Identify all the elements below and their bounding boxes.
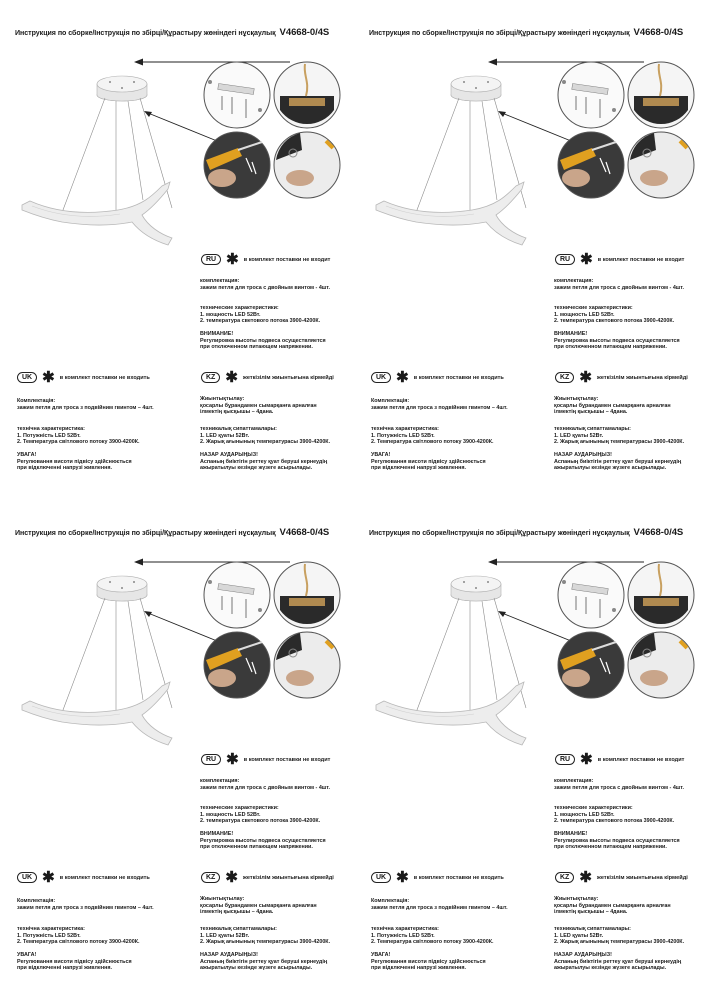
kz-kit	[554, 396, 671, 416]
wiring-photo	[274, 562, 340, 628]
ru-kit-line: зажим петля для троса с двойным винтом - 4шт.	[200, 784, 330, 791]
uk-warn-title: УВАГА!	[371, 952, 391, 958]
kz-spec-2: 2. Жарық ағынының температурасы 3900-4200К.	[200, 939, 331, 946]
asterisk-icon: ✱	[396, 868, 409, 886]
ru-legend	[555, 750, 685, 768]
kz-badge: KZ	[201, 372, 220, 383]
uk-legend	[371, 868, 504, 886]
kz-spec-title: техникалық сипаттамалары:	[554, 426, 631, 432]
ru-specs	[200, 305, 320, 325]
ru-warn-1: Регулировка высоты подвеса осуществляется	[200, 337, 326, 344]
uk-warn-1: Регулювання висоти підвісу здійснюється	[371, 958, 486, 965]
kz-warn-title: НАЗАР АУДАРЫҢЫЗ!	[554, 952, 612, 958]
ru-spec-title: технические характеристики:	[554, 805, 633, 811]
ru-warn-2: при отключенном питающем напряжении.	[554, 344, 667, 351]
pointer-line-2	[502, 113, 576, 143]
uk-not-included: в комплект поставки не входить	[59, 374, 150, 381]
bracket-parts-photo	[204, 562, 270, 628]
kz-not-included: жеткізілім жиынтығына кірмейді	[242, 374, 334, 381]
kz-warn-2: ажыратылуы кезінде жүзеге асырылады.	[200, 465, 313, 472]
ru-warning	[554, 831, 680, 851]
uk-legend	[371, 368, 504, 386]
uk-warning	[17, 452, 132, 472]
ru-warn-title: ВНИМАНИЕ!	[200, 331, 234, 337]
ru-kit-line: зажим петля для троса с двойным винтом - 4шт.	[554, 284, 684, 291]
kz-warning	[200, 952, 327, 972]
kz-specs	[200, 426, 330, 446]
model-number: V4668-0/4S	[633, 527, 684, 538]
ru-spec-title: технические характеристики:	[200, 305, 279, 311]
ru-spec-2: 2. температура светового потока 3900-4200К.	[554, 318, 675, 325]
kz-legend	[201, 368, 334, 386]
arrow-head-icon	[134, 59, 143, 66]
ru-warn-1: Регулировка высоты подвеса осуществляется	[200, 837, 326, 844]
ru-warning	[200, 831, 326, 851]
cable-clamp-photo	[628, 632, 694, 698]
kz-kit-line-2: ілмектің қысқышы – 4дана.	[200, 909, 274, 916]
ru-specs	[200, 805, 320, 825]
uk-badge: UK	[371, 372, 391, 383]
ru-spec-1: 1. мощность LED 52Вт.	[200, 311, 261, 318]
cable-clamp-photo	[274, 632, 340, 698]
uk-spec-2: 2. Температура світлового потоку 3900-4200К.	[17, 939, 140, 946]
ru-kit-line: зажим петля для троса с двойным винтом - 4шт.	[200, 284, 330, 291]
ru-kit	[200, 778, 330, 791]
pointer-line-2	[148, 113, 222, 143]
ru-legend	[201, 250, 331, 268]
instruction-sheet-1	[0, 0, 353, 500]
ru-warn-title: ВНИМАНИЕ!	[200, 831, 234, 837]
kz-warn-2: ажыратылуы кезінде жүзеге асырылады.	[554, 965, 667, 972]
canopy-icon	[97, 76, 147, 92]
arrow-head-icon	[488, 559, 497, 566]
kz-kit-line-2: ілмектің қысқышы – 4дана.	[554, 409, 628, 416]
ru-spec-1: 1. мощность LED 52Вт.	[554, 811, 615, 818]
uk-warn-1: Регулювання висоти підвісу здійснюється	[371, 458, 486, 465]
kz-spec-2: 2. Жарық ағынының температурасы 3900-4200К.	[200, 439, 331, 446]
cable	[128, 101, 143, 200]
kz-badge: KZ	[555, 372, 574, 383]
asterisk-icon: ✱	[225, 368, 238, 386]
kz-warning	[200, 452, 327, 472]
bracket-parts-photo	[558, 62, 624, 128]
kz-kit-line-2: ілмектің қысқышы – 4дана.	[200, 409, 274, 416]
kz-kit-line-1: қосарлы бұрандамен сымарқанға арналған	[200, 902, 317, 909]
kz-spec-1: 1. LED қуаты 52Вт.	[200, 932, 250, 939]
kz-warn-2: ажыратылуы кезінде жүзеге асырылады.	[554, 465, 667, 472]
instruction-sheet-3	[0, 500, 353, 1000]
screwdriver-photo	[558, 632, 624, 698]
uk-spec-title: технічна характеристика:	[17, 926, 85, 932]
asterisk-icon: ✱	[580, 750, 593, 768]
uk-kit	[371, 898, 508, 911]
ru-kit	[554, 778, 684, 791]
kz-kit	[554, 896, 671, 916]
uk-warning	[17, 952, 132, 972]
ru-legend	[555, 250, 685, 268]
kz-not-included: жеткізілім жиынтығына кірмейді	[596, 374, 688, 381]
kz-badge: KZ	[201, 872, 220, 883]
cable	[60, 98, 105, 218]
uk-warning	[371, 452, 486, 472]
ru-specs	[554, 805, 674, 825]
ru-kit-title: комплектация:	[554, 278, 594, 284]
bracket-parts-photo	[204, 62, 270, 128]
kz-legend	[555, 368, 688, 386]
kz-kit-title: Жиынтықтылау:	[554, 396, 599, 402]
kz-kit-line-1: қосарлы бұрандамен сымарқанға арналған	[554, 902, 671, 909]
uk-warn-1: Регулювання висоти підвісу здійснюється	[17, 958, 132, 965]
kz-spec-title: техникалық сипаттамалары:	[554, 926, 631, 932]
uk-warn-2: при відключенні напрузі живлення.	[17, 465, 113, 472]
ru-not-included: в комплект поставки не входит	[243, 756, 331, 763]
title-text: Инструкция по сборке/Інструкція по збірці/Құрастыру жөніндегі нұсқаулық	[15, 29, 276, 37]
cable	[128, 601, 143, 700]
instruction-sheet-2	[354, 0, 707, 500]
uk-spec-1: 1. Потужність LED 52Вт.	[371, 432, 435, 439]
kz-not-included: жеткізілім жиынтығына кірмейді	[596, 874, 688, 881]
cable	[482, 601, 497, 700]
canopy-icon	[451, 576, 501, 592]
uk-kit-line: зажим петля для троса з подвійним гвинтом – 4шт.	[17, 904, 154, 911]
title-text: Инструкция по сборке/Інструкція по збірці/Құрастыру жөніндегі нұсқаулық	[369, 29, 630, 37]
ru-spec-1: 1. мощность LED 52Вт.	[554, 311, 615, 318]
ru-badge: RU	[201, 754, 221, 765]
uk-spec-title: технічна характеристика:	[371, 426, 439, 432]
uk-specs	[17, 426, 140, 446]
uk-specs	[371, 926, 494, 946]
uk-warn-title: УВАГА!	[371, 452, 391, 458]
kz-spec-title: техникалық сипаттамалары:	[200, 926, 277, 932]
ru-specs	[554, 305, 674, 325]
kz-warning	[554, 952, 681, 972]
asterisk-icon: ✱	[42, 368, 55, 386]
ru-spec-title: технические характеристики:	[200, 805, 279, 811]
ru-warn-title: ВНИМАНИЕ!	[554, 831, 588, 837]
kz-spec-2: 2. Жарық ағынының температурасы 3900-4200К.	[554, 439, 685, 446]
uk-not-included: в комплект поставки не входить	[413, 374, 504, 381]
kz-warn-title: НАЗАР АУДАРЫҢЫЗ!	[200, 952, 258, 958]
uk-legend	[17, 368, 150, 386]
instruction-sheet-4	[354, 500, 707, 1000]
uk-kit-title: Комплектація:	[371, 898, 410, 904]
asterisk-icon: ✱	[396, 368, 409, 386]
ru-badge: RU	[201, 254, 221, 265]
asterisk-icon: ✱	[225, 868, 238, 886]
model-number: V4668-0/4S	[633, 27, 684, 38]
uk-warn-2: при відключенні напрузі живлення.	[371, 965, 467, 972]
uk-specs	[371, 426, 494, 446]
uk-warn-title: УВАГА!	[17, 452, 37, 458]
wiring-photo	[628, 62, 694, 128]
uk-spec-2: 2. Температура світлового потоку 3900-4200К.	[17, 439, 140, 446]
kz-kit-title: Жиынтықтылау:	[200, 396, 245, 402]
ru-kit-line: зажим петля для троса с двойным винтом - 4шт.	[554, 784, 684, 791]
ru-warning	[554, 331, 680, 351]
uk-spec-1: 1. Потужність LED 52Вт.	[17, 432, 81, 439]
cable-clamp-photo	[274, 132, 340, 198]
uk-spec-title: технічна характеристика:	[17, 426, 85, 432]
arrow-head-icon	[488, 59, 497, 66]
uk-kit-line: зажим петля для троса з подвійним гвинтом – 4шт.	[17, 404, 154, 411]
kz-specs	[200, 926, 330, 946]
pointer-line-2	[502, 613, 576, 643]
kz-kit	[200, 396, 317, 416]
kz-warning	[554, 452, 681, 472]
uk-legend	[17, 868, 150, 886]
ru-badge: RU	[555, 754, 575, 765]
ru-spec-1: 1. мощность LED 52Вт.	[200, 811, 261, 818]
ru-warn-2: при отключенном питающем напряжении.	[200, 344, 313, 351]
ru-legend	[201, 750, 331, 768]
title-text: Инструкция по сборке/Інструкція по збірці/Құрастыру жөніндегі нұсқаулық	[369, 529, 630, 537]
kz-spec-1: 1. LED қуаты 52Вт.	[554, 932, 604, 939]
kz-warn-1: Аспаның биіктігін реттеу қуат беруші кернеудің	[200, 958, 328, 965]
kz-warn-title: НАЗАР АУДАРЫҢЫЗ!	[554, 452, 612, 458]
kz-badge: KZ	[555, 872, 574, 883]
asterisk-icon: ✱	[226, 250, 239, 268]
cable	[60, 598, 105, 718]
uk-warning	[371, 952, 486, 972]
uk-badge: UK	[371, 872, 391, 883]
kz-spec-1: 1. LED қуаты 52Вт.	[554, 432, 604, 439]
ru-spec-2: 2. температура светового потока 3900-4200К.	[200, 818, 321, 825]
uk-spec-title: технічна характеристика:	[371, 926, 439, 932]
uk-warn-1: Регулювання висоти підвісу здійснюється	[17, 458, 132, 465]
canopy-icon	[451, 76, 501, 92]
kz-legend	[201, 868, 334, 886]
uk-badge: UK	[17, 872, 37, 883]
led-ring-icon	[22, 182, 172, 245]
kz-spec-2: 2. Жарық ағынының температурасы 3900-4200К.	[554, 939, 685, 946]
kz-legend	[555, 868, 688, 886]
uk-kit-title: Комплектація:	[17, 898, 56, 904]
led-ring-icon	[376, 182, 526, 245]
asterisk-icon: ✱	[42, 868, 55, 886]
uk-badge: UK	[17, 372, 37, 383]
wiring-photo	[628, 562, 694, 628]
kz-kit-line-1: қосарлы бұрандамен сымарқанға арналған	[200, 402, 317, 409]
pointer-line-2	[148, 613, 222, 643]
kz-kit-line-1: қосарлы бұрандамен сымарқанға арналған	[554, 402, 671, 409]
uk-spec-2: 2. Температура світлового потоку 3900-4200К.	[371, 939, 494, 946]
ru-badge: RU	[555, 254, 575, 265]
screwdriver-photo	[204, 632, 270, 698]
uk-kit-line: зажим петля для троса з подвійним гвинтом – 4шт.	[371, 904, 508, 911]
uk-spec-2: 2. Температура світлового потоку 3900-4200К.	[371, 439, 494, 446]
title-text: Инструкция по сборке/Інструкція по збірці/Құрастыру жөніндегі нұсқаулық	[15, 529, 276, 537]
ru-warn-title: ВНИМАНИЕ!	[554, 331, 588, 337]
uk-kit-title: Комплектація:	[17, 398, 56, 404]
ru-warning	[200, 331, 326, 351]
uk-warn-2: при відключенні напрузі живлення.	[371, 465, 467, 472]
ru-kit	[200, 278, 330, 291]
ru-spec-2: 2. температура светового потока 3900-4200К.	[200, 318, 321, 325]
asterisk-icon: ✱	[579, 868, 592, 886]
uk-kit-title: Комплектація:	[371, 398, 410, 404]
kz-kit-title: Жиынтықтылау:	[554, 896, 599, 902]
ru-not-included: в комплект поставки не входит	[243, 256, 331, 263]
ru-warn-1: Регулировка высоты подвеса осуществляется	[554, 337, 680, 344]
screwdriver-photo	[558, 132, 624, 198]
ru-kit	[554, 278, 684, 291]
kz-warn-1: Аспаның биіктігін реттеу қуат беруші кернеудің	[554, 458, 682, 465]
uk-kit	[371, 398, 508, 411]
kz-specs	[554, 426, 684, 446]
bracket-parts-photo	[558, 562, 624, 628]
uk-specs	[17, 926, 140, 946]
kz-warn-1: Аспаның биіктігін реттеу қуат беруші кернеудің	[200, 458, 328, 465]
uk-not-included: в комплект поставки не входить	[413, 874, 504, 881]
canopy-icon	[97, 576, 147, 592]
ru-not-included: в комплект поставки не входит	[597, 256, 685, 263]
ru-warn-2: при отключенном питающем напряжении.	[554, 844, 667, 851]
ru-kit-title: комплектация:	[554, 778, 594, 784]
kz-kit	[200, 896, 317, 916]
cable	[414, 598, 459, 718]
kz-kit-line-2: ілмектің қысқышы – 4дана.	[554, 909, 628, 916]
uk-kit	[17, 898, 154, 911]
uk-kit-line: зажим петля для троса з подвійним гвинтом – 4шт.	[371, 404, 508, 411]
asterisk-icon: ✱	[226, 750, 239, 768]
model-number: V4668-0/4S	[279, 527, 330, 538]
asterisk-icon: ✱	[579, 368, 592, 386]
ru-warn-2: при отключенном питающем напряжении.	[200, 844, 313, 851]
cable-clamp-photo	[628, 132, 694, 198]
kz-warn-title: НАЗАР АУДАРЫҢЫЗ!	[200, 452, 258, 458]
ru-kit-title: комплектация:	[200, 778, 240, 784]
uk-warn-2: при відключенні напрузі живлення.	[17, 965, 113, 972]
uk-spec-1: 1. Потужність LED 52Вт.	[371, 932, 435, 939]
asterisk-icon: ✱	[580, 250, 593, 268]
kz-not-included: жеткізілім жиынтығына кірмейді	[242, 874, 334, 881]
kz-warn-2: ажыратылуы кезінде жүзеге асырылады.	[200, 965, 313, 972]
ru-warn-1: Регулировка высоты подвеса осуществляется	[554, 837, 680, 844]
model-number: V4668-0/4S	[279, 27, 330, 38]
led-ring-icon	[22, 682, 172, 745]
ru-not-included: в комплект поставки не входит	[597, 756, 685, 763]
ru-spec-title: технические характеристики:	[554, 305, 633, 311]
uk-kit	[17, 398, 154, 411]
cable	[414, 98, 459, 218]
uk-not-included: в комплект поставки не входить	[59, 874, 150, 881]
arrow-head-icon	[134, 559, 143, 566]
uk-warn-title: УВАГА!	[17, 952, 37, 958]
kz-warn-1: Аспаның биіктігін реттеу қуат беруші кернеудің	[554, 958, 682, 965]
ru-kit-title: комплектация:	[200, 278, 240, 284]
led-ring-icon	[376, 682, 526, 745]
uk-spec-1: 1. Потужність LED 52Вт.	[17, 932, 81, 939]
ru-spec-2: 2. температура светового потока 3900-4200К.	[554, 818, 675, 825]
cable	[482, 101, 497, 200]
wiring-photo	[274, 62, 340, 128]
kz-kit-title: Жиынтықтылау:	[200, 896, 245, 902]
kz-spec-1: 1. LED қуаты 52Вт.	[200, 432, 250, 439]
screwdriver-photo	[204, 132, 270, 198]
kz-specs	[554, 926, 684, 946]
kz-spec-title: техникалық сипаттамалары:	[200, 426, 277, 432]
